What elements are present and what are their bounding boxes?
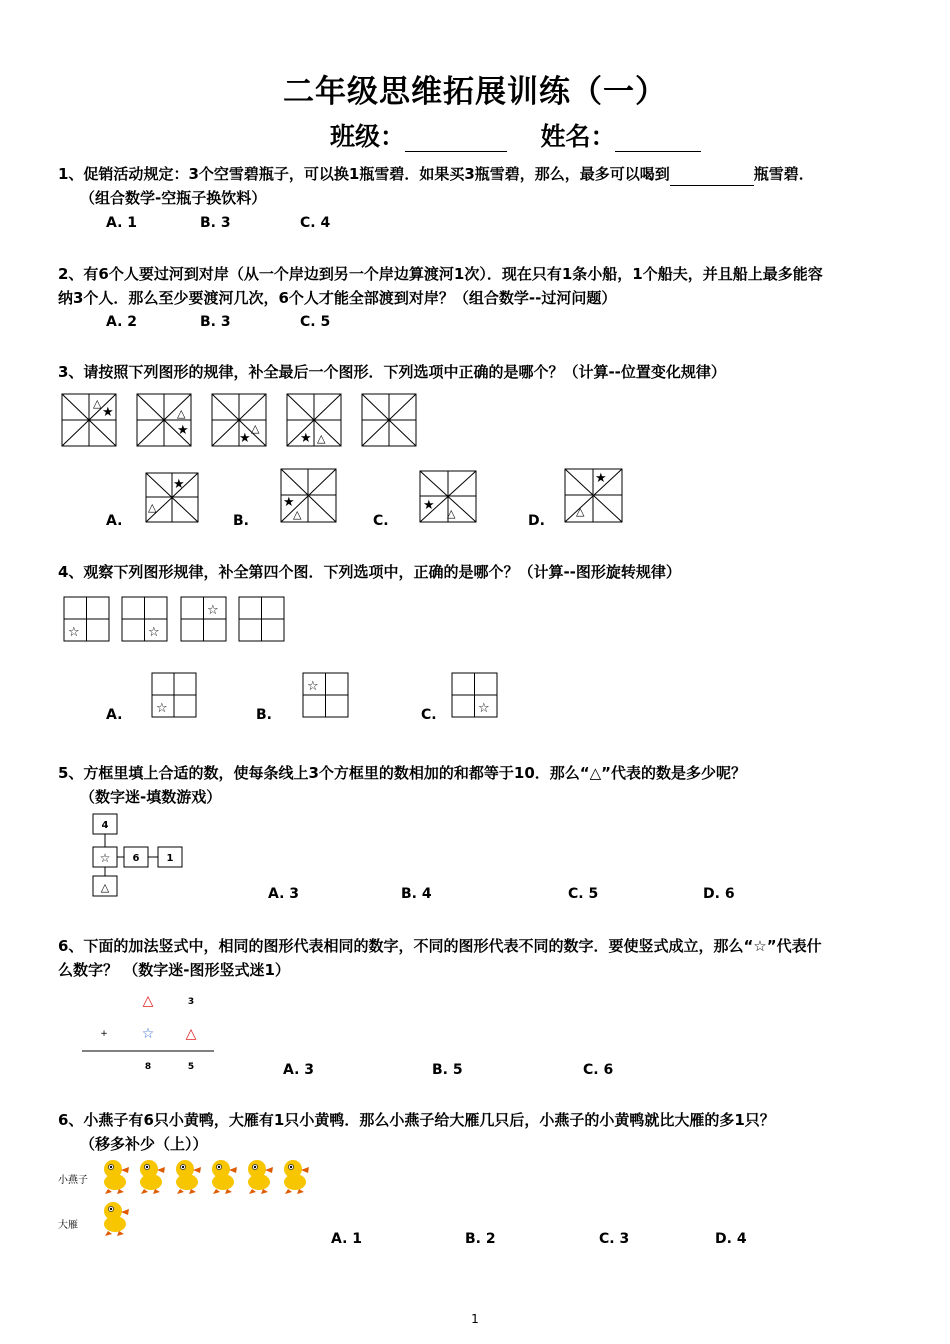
q6-row1-digit: 3 bbox=[187, 997, 195, 1007]
q3-oa-star: ★ bbox=[173, 477, 185, 492]
q1-line2: （组合数学-空瓶子换饮料） bbox=[80, 189, 267, 207]
q5-box-right bbox=[158, 847, 182, 867]
q3-option-a-grid[interactable] bbox=[146, 473, 198, 522]
q3-g2-triangle: △ bbox=[177, 407, 186, 420]
q3-grid-3 bbox=[212, 394, 266, 446]
q7-swallow-label: 小燕子 bbox=[58, 1175, 88, 1186]
q3-ob-triangle: △ bbox=[293, 508, 302, 521]
name-blank[interactable] bbox=[615, 122, 701, 152]
q7-option-b[interactable]: B. 2 bbox=[465, 1231, 496, 1247]
q3-option-a[interactable]: A. bbox=[106, 513, 123, 529]
q5-option-b[interactable]: B. 4 bbox=[401, 886, 432, 902]
duck-icon bbox=[248, 1160, 273, 1194]
q5-option-d[interactable]: D. 6 bbox=[703, 886, 735, 902]
q2-line2: 纳3个人．那么至少要渡河几次，6个人才能全部渡到对岸？（组合数学--过河问题） bbox=[58, 289, 617, 307]
q4-box-3 bbox=[181, 597, 226, 641]
q2-line1: 2、有6个人要过河到对岸（从一个岸边到另一个岸边算渡河1次）．现在只有1条小船，1个船夫，并且船上最多能容 bbox=[58, 265, 823, 283]
q3-oc-star: ★ bbox=[423, 498, 435, 513]
q3-grid-5-blank bbox=[362, 394, 416, 446]
duck-icon bbox=[104, 1202, 129, 1236]
q4-oa-star: ☆ bbox=[156, 701, 168, 716]
q3-od-triangle: △ bbox=[576, 505, 585, 518]
page-title: 二年级思维拓展训练（一） bbox=[283, 74, 667, 110]
q5-box-star bbox=[93, 847, 117, 867]
q3-option-d-grid[interactable] bbox=[565, 469, 622, 522]
q4-option-a-box[interactable] bbox=[152, 673, 196, 717]
q4-option-b-box[interactable] bbox=[303, 673, 348, 717]
q4-line1: 4、观察下列图形规律，补全第四个图．下列选项中，正确的是哪个？（计算--图形旋转规律） bbox=[58, 563, 681, 581]
duck-icon bbox=[140, 1160, 165, 1194]
q4-b2-star: ☆ bbox=[148, 625, 160, 640]
class-label: 班级： bbox=[330, 122, 406, 151]
q3-option-c-grid[interactable] bbox=[420, 471, 476, 522]
q3-ob-star: ★ bbox=[283, 495, 295, 510]
q1-line1 bbox=[58, 163, 814, 186]
q7-duck-figures bbox=[96, 1156, 316, 1238]
q5-box-middle bbox=[124, 847, 148, 867]
q6-row2-triangle: △ bbox=[185, 1026, 197, 1042]
q6-option-b[interactable]: B. 5 bbox=[432, 1062, 463, 1078]
q3-g2-star: ★ bbox=[177, 423, 189, 438]
q7-line2: （移多补少（上）） bbox=[80, 1135, 208, 1153]
q3-option-b-grid[interactable] bbox=[281, 469, 336, 522]
q5-option-a[interactable]: A. 3 bbox=[268, 886, 300, 902]
q5-box-top-value: 4 bbox=[101, 820, 109, 831]
q5-line2: （数字迷-填数游戏） bbox=[80, 788, 222, 806]
q4-option-figures bbox=[150, 670, 510, 722]
q6-vertical-addition bbox=[78, 988, 218, 1076]
q1-option-c[interactable]: C. 4 bbox=[300, 215, 331, 231]
class-blank[interactable] bbox=[405, 122, 507, 152]
q6-result-tens: 8 bbox=[144, 1062, 152, 1072]
q4-b3-star: ☆ bbox=[207, 603, 219, 618]
q4-b1-star: ☆ bbox=[68, 625, 80, 640]
q3-g4-star: ★ bbox=[300, 431, 312, 446]
q4-box-4-blank bbox=[239, 597, 284, 641]
q6-option-a[interactable]: A. 3 bbox=[283, 1062, 315, 1078]
q7-option-d[interactable]: D. 4 bbox=[715, 1231, 747, 1247]
page-number: 1 bbox=[471, 1312, 479, 1326]
q5-box-top bbox=[93, 814, 117, 834]
duck-icon bbox=[284, 1160, 309, 1194]
q1-option-a[interactable]: A. 1 bbox=[106, 215, 138, 231]
q5-number-boxes bbox=[88, 810, 188, 902]
q3-grid-4 bbox=[287, 394, 341, 446]
q7-option-a[interactable]: A. 1 bbox=[331, 1231, 363, 1247]
q7-goose-label: 大雁 bbox=[58, 1220, 78, 1231]
q3-grid-2 bbox=[137, 394, 191, 446]
q3-oc-triangle: △ bbox=[447, 507, 456, 520]
q5-box-middle-value: 6 bbox=[132, 853, 140, 864]
q5-line1: 5、方框里填上合适的数，使每条线上3个方框里的数相加的和都等于10．那么“△”代表的数是多少呢？ bbox=[58, 764, 747, 782]
name-label: 姓名： bbox=[540, 122, 616, 151]
duck-icon bbox=[212, 1160, 237, 1194]
q1-text-b: 瓶雪碧． bbox=[753, 165, 814, 183]
q4-sequence-figures bbox=[58, 592, 298, 648]
q6-row1-triangle: △ bbox=[142, 993, 154, 1009]
duck-icon bbox=[176, 1160, 201, 1194]
q3-option-d[interactable]: D. bbox=[528, 513, 545, 529]
q3-oa-triangle: △ bbox=[148, 501, 157, 514]
q6-row2-star: ☆ bbox=[141, 1026, 155, 1042]
q3-g1-star: ★ bbox=[102, 405, 114, 420]
q4-ob-star: ☆ bbox=[307, 679, 319, 694]
q3-g3-triangle: △ bbox=[251, 422, 260, 435]
q5-box-star-symbol: ☆ bbox=[99, 851, 111, 865]
q6-option-c[interactable]: C. 6 bbox=[583, 1062, 614, 1078]
q1-text-a: 1、促销活动规定：3个空雪碧瓶子，可以换1瓶雪碧．如果买3瓶雪碧，那么，最多可以喝到 bbox=[58, 165, 670, 183]
q4-box-1 bbox=[64, 597, 109, 641]
q3-option-c[interactable]: C. bbox=[373, 513, 389, 529]
q7-option-c[interactable]: C. 3 bbox=[599, 1231, 630, 1247]
q5-box-triangle-symbol: △ bbox=[100, 881, 110, 894]
q3-option-figures bbox=[140, 465, 640, 530]
q4-option-b[interactable]: B. bbox=[256, 707, 272, 723]
q5-box-triangle bbox=[93, 876, 117, 896]
q1-answer-blank[interactable] bbox=[670, 163, 754, 186]
duck-icon bbox=[104, 1160, 129, 1194]
q4-oc-star: ☆ bbox=[478, 701, 490, 716]
q4-option-c-box[interactable] bbox=[452, 673, 497, 717]
q6-line2: 么数字？ （数字迷-图形竖式迷1） bbox=[58, 961, 290, 979]
q5-option-c[interactable]: C. 5 bbox=[568, 886, 599, 902]
q1-option-b[interactable]: B. 3 bbox=[200, 215, 231, 231]
q3-od-star: ★ bbox=[595, 471, 607, 486]
q2-option-a[interactable]: A. 2 bbox=[106, 314, 138, 330]
q4-box-2 bbox=[122, 597, 167, 641]
q3-grid-1 bbox=[62, 394, 116, 446]
q7-line1: 6、小燕子有6只小黄鸭，大雁有1只小黄鸭．那么小燕子给大雁几只后，小燕子的小黄鸭就比大雁的多1只？ bbox=[58, 1111, 775, 1129]
q3-g1-triangle: △ bbox=[93, 397, 102, 410]
q7-goose-ducks bbox=[104, 1202, 129, 1236]
q6-plus-sign: + bbox=[100, 1029, 108, 1039]
q3-g4-triangle: △ bbox=[317, 432, 326, 445]
q3-g3-star: ★ bbox=[239, 431, 251, 446]
q2-option-b[interactable]: B. 3 bbox=[200, 314, 231, 330]
q5-box-right-value: 1 bbox=[166, 853, 174, 864]
q3-line1: 3、请按照下列图形的规律，补全最后一个图形．下列选项中正确的是哪个？（计算--位置变化规律） bbox=[58, 363, 726, 381]
q6-line1: 6、下面的加法竖式中，相同的图形代表相同的数字，不同的图形代表不同的数字．要使竖式成立，那么“☆”代表什 bbox=[58, 937, 822, 955]
q7-swallow-ducks bbox=[104, 1160, 309, 1194]
student-info bbox=[330, 117, 701, 153]
q4-option-a[interactable]: A. bbox=[106, 707, 123, 723]
q4-option-c[interactable]: C. bbox=[421, 707, 437, 723]
q2-option-c[interactable]: C. 5 bbox=[300, 314, 331, 330]
q6-result-ones: 5 bbox=[187, 1062, 195, 1072]
q3-option-b[interactable]: B. bbox=[233, 513, 249, 529]
